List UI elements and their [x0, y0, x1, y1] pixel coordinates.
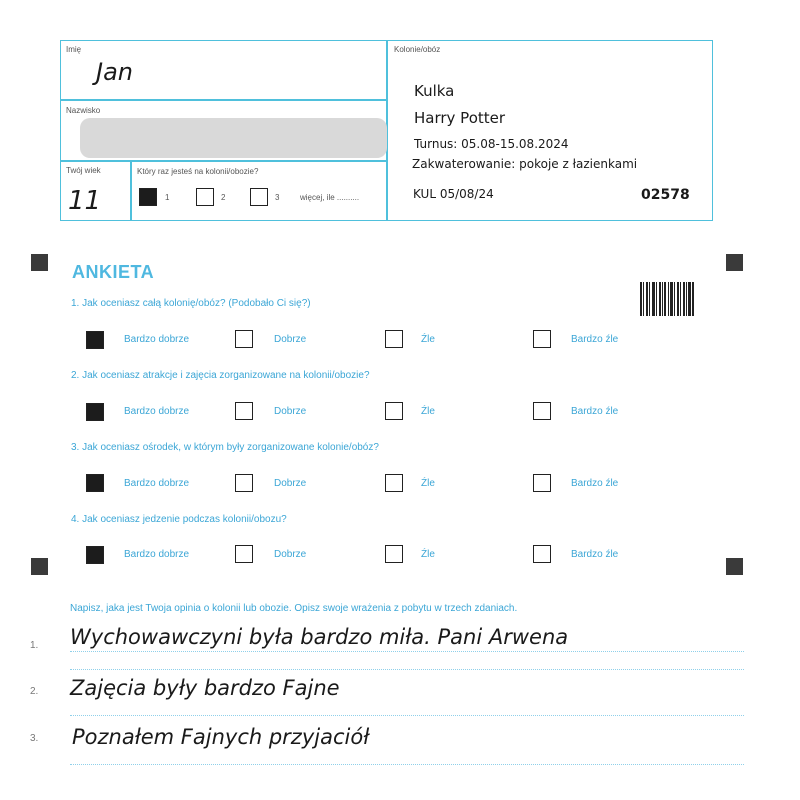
row-divider-1: [60, 99, 387, 101]
age-label: Twój wiek: [66, 166, 101, 175]
q1-option-dobrze-checkbox[interactable]: [235, 330, 253, 348]
times-label: Który raz jesteś na kolonii/obozie?: [137, 167, 259, 176]
opinion-line-number-2: 2.: [30, 686, 39, 697]
times-option-3: 3: [275, 193, 280, 202]
q4-option-dobrze-checkbox[interactable]: [235, 545, 253, 563]
q4-option-bardzo-zle-checkbox[interactable]: [533, 545, 551, 563]
q3-option-bardzo-zle-checkbox[interactable]: [533, 474, 551, 492]
name-label: Imię: [66, 45, 82, 54]
row-divider-2: [60, 160, 387, 162]
q1-option-bardzo-zle: Bardzo źle: [571, 334, 619, 345]
q3-option-bardzo-dobrze: Bardzo dobrze: [124, 478, 190, 489]
opinion-line-1-rule-2: [70, 669, 744, 670]
opinion-line-2[interactable]: Zajęcia były bardzo Fajne: [70, 676, 340, 700]
times-option-1: 1: [165, 193, 170, 202]
q3-option-dobrze-checkbox[interactable]: [235, 474, 253, 492]
q2-option-zle-checkbox[interactable]: [385, 402, 403, 420]
q1-option-bardzo-dobrze-checkbox[interactable]: [86, 331, 104, 349]
q2-option-bardzo-dobrze: Bardzo dobrze: [124, 406, 190, 417]
form-number: 02578: [641, 187, 690, 203]
q4-option-dobrze: Dobrze: [274, 549, 307, 560]
q4-option-bardzo-dobrze-checkbox[interactable]: [86, 546, 104, 564]
q2-option-dobrze: Dobrze: [274, 406, 307, 417]
q4-option-zle-checkbox[interactable]: [385, 545, 403, 563]
opinion-line-number-1: 1.: [30, 640, 39, 651]
times-checkbox-3[interactable]: [250, 188, 268, 206]
opinion-line-2-rule: [70, 715, 744, 716]
question-3: 3. Jak oceniasz ośrodek, w którym były zorganizowane kolonie/obóz?: [71, 442, 379, 453]
opinion-line-1[interactable]: Wychowawczyni była bardzo miła. Pani Arwena: [70, 625, 569, 649]
q1-option-bardzo-dobrze: Bardzo dobrze: [124, 334, 190, 345]
q3-option-bardzo-dobrze-checkbox[interactable]: [86, 474, 104, 492]
times-checkbox-2[interactable]: [196, 188, 214, 206]
times-option-2: 2: [221, 193, 226, 202]
camp-code: KUL 05/08/24: [413, 187, 494, 201]
accommodation: Zakwaterowanie: pokoje z łazienkami: [412, 157, 638, 171]
registration-mark-top-right: [726, 254, 743, 271]
q4-option-bardzo-dobrze: Bardzo dobrze: [124, 549, 190, 560]
turnus: Turnus: 05.08-15.08.2024: [414, 137, 569, 151]
q3-option-dobrze: Dobrze: [274, 478, 307, 489]
opinion-line-3-rule: [70, 764, 744, 765]
opinion-line-1-rule: [70, 651, 744, 652]
q3-option-bardzo-zle: Bardzo źle: [571, 478, 619, 489]
opinion-prompt: Napisz, jaka jest Twoja opinia o kolonii lub obozie. Opisz swoje wrażenia z pobytu w trzech zdaniach.: [70, 603, 518, 614]
surname-redaction: [80, 118, 387, 158]
q2-option-bardzo-zle: Bardzo źle: [571, 406, 619, 417]
q2-option-bardzo-dobrze-checkbox[interactable]: [86, 403, 104, 421]
camp-name: Kulka: [414, 82, 455, 100]
q1-option-dobrze: Dobrze: [274, 334, 307, 345]
question-4: 4. Jak oceniasz jedzenie podczas kolonii/obozu?: [71, 514, 287, 525]
registration-mark-bottom-left: [31, 558, 48, 575]
times-checkbox-1[interactable]: [139, 188, 157, 206]
registration-mark-top-left: [31, 254, 48, 271]
question-2: 2. Jak oceniasz atrakcje i zajęcia zorganizowane na kolonii/obozie?: [71, 370, 370, 381]
surname-label: Nazwisko: [66, 106, 101, 115]
barcode: [640, 282, 695, 316]
opinion-line-number-3: 3.: [30, 733, 39, 744]
q2-option-bardzo-zle-checkbox[interactable]: [533, 402, 551, 420]
camp-label: Kolonie/obóz: [394, 45, 441, 54]
q4-option-bardzo-zle: Bardzo źle: [571, 549, 619, 560]
q2-option-dobrze-checkbox[interactable]: [235, 402, 253, 420]
q1-option-zle: Źle: [421, 334, 435, 345]
q4-option-zle: Źle: [421, 549, 435, 560]
registration-mark-bottom-right: [726, 558, 743, 575]
times-more: więcej, ile ..........: [300, 193, 360, 202]
q1-option-zle-checkbox[interactable]: [385, 330, 403, 348]
q2-option-zle: Źle: [421, 406, 435, 417]
camp-theme: Harry Potter: [414, 109, 506, 127]
q1-option-bardzo-zle-checkbox[interactable]: [533, 330, 551, 348]
survey-title: ANKIETA: [72, 262, 155, 282]
name-value[interactable]: Jan: [96, 58, 133, 86]
opinion-line-3[interactable]: Poznałem Fajnych przyjaciół: [72, 725, 370, 749]
question-1: 1. Jak oceniasz całą kolonię/obóz? (Podobało Ci się?): [71, 298, 311, 309]
age-divider: [130, 160, 132, 221]
q3-option-zle-checkbox[interactable]: [385, 474, 403, 492]
q3-option-zle: Źle: [421, 478, 435, 489]
age-value[interactable]: 11: [68, 186, 102, 216]
